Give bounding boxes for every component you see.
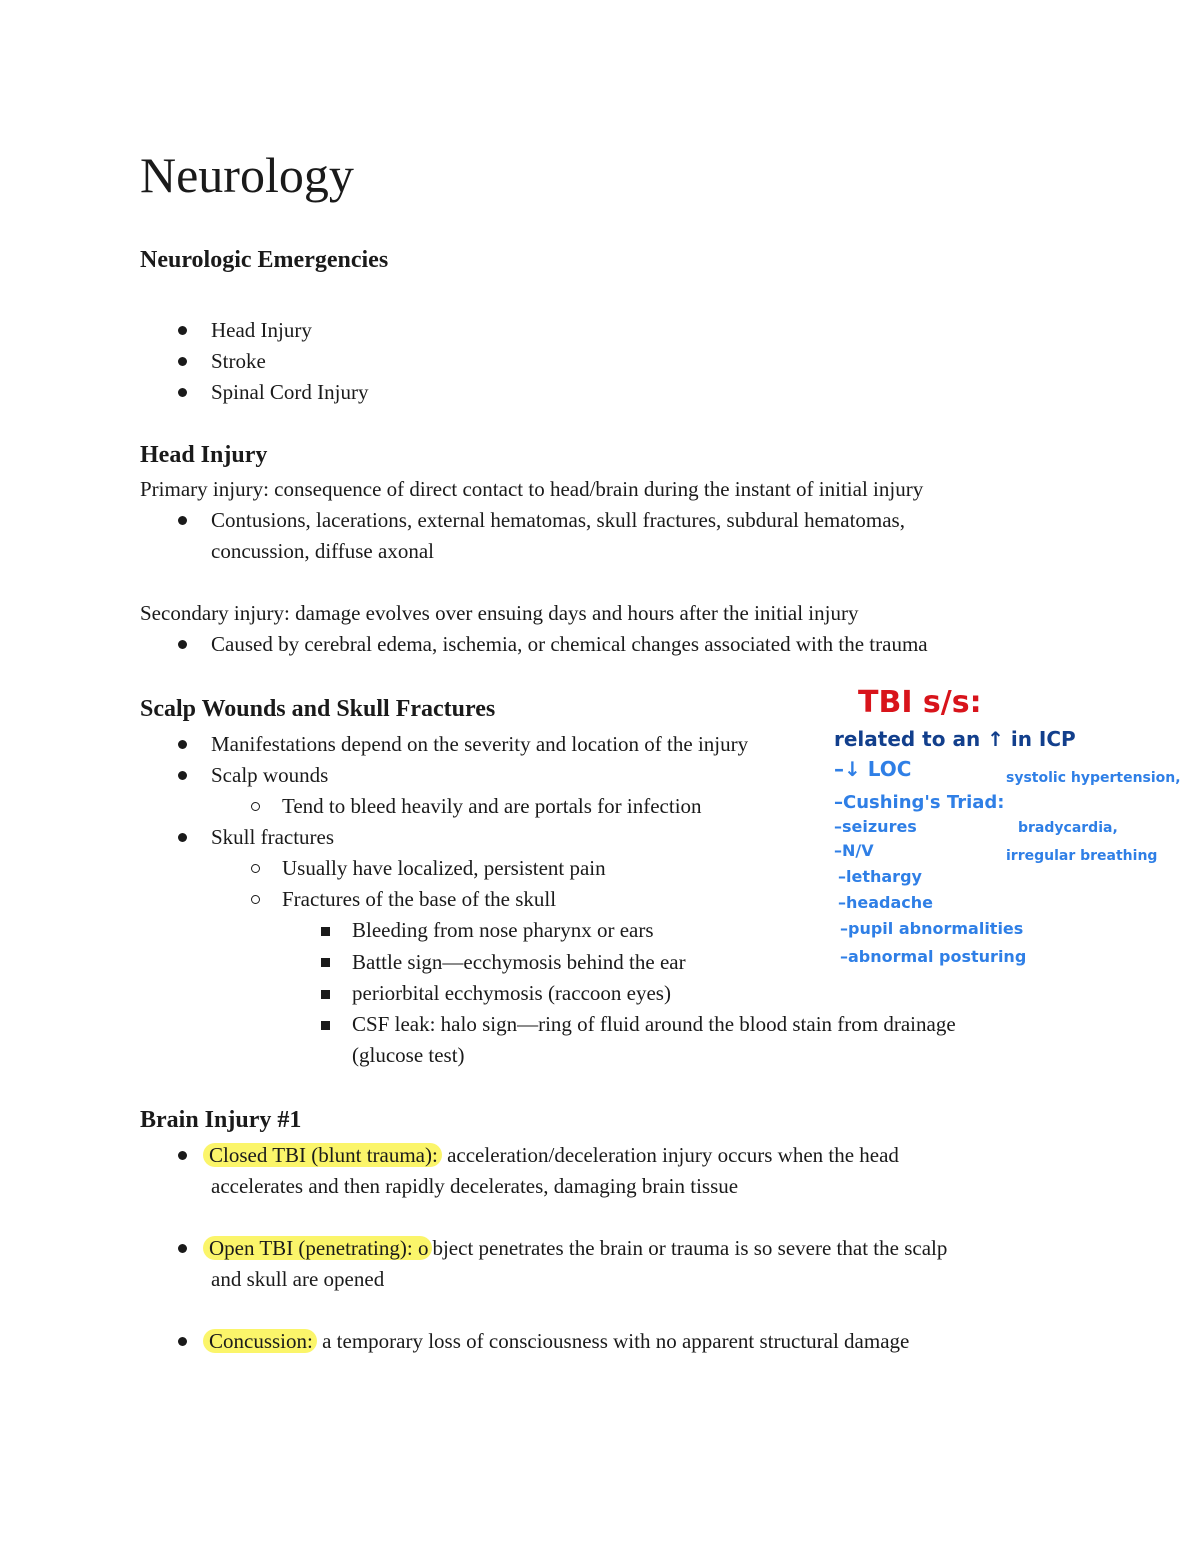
highlighted-term: Closed TBI (blunt trauma): <box>203 1143 442 1167</box>
section-heading-emergencies: Neurologic Emergencies <box>140 247 389 273</box>
bullet-icon <box>178 326 187 335</box>
sub-sub-list-item: Battle sign—ecchymosis behind the ear <box>352 950 686 974</box>
list-item-continuation: concussion, diffuse axonal <box>211 539 434 563</box>
annotation-item: –pupil abnormalities <box>840 919 1024 938</box>
sub-list-item: Usually have localized, persistent pain <box>282 856 606 880</box>
term-definition: bject penetrates the brain or trauma is so severe that the scalp <box>432 1236 948 1260</box>
highlighted-term: Open TBI (penetrating): o <box>203 1236 432 1260</box>
sub-list-item: Fractures of the base of the skull <box>282 887 557 911</box>
highlighted-term: Concussion: <box>203 1329 317 1353</box>
square-bullet-icon <box>321 927 330 936</box>
bullet-icon <box>178 1337 187 1346</box>
annotation-triad-item: irregular breathing <box>1006 848 1158 864</box>
annotation-line: related to an ↑ in ICP <box>834 727 1076 751</box>
section-heading-head-injury: Head Injury <box>140 442 268 468</box>
annotation-title: TBI s/s: <box>858 685 982 720</box>
sub-sub-list-item: Bleeding from nose pharynx or ears <box>352 918 654 942</box>
annotation-item: –seizures <box>834 817 917 836</box>
handwritten-annotation <box>820 670 1190 990</box>
bullet-icon <box>178 1244 187 1253</box>
list-item: Manifestations depend on the severity and location of the injury <box>211 732 749 756</box>
annotation-triad-item: bradycardia, <box>1018 820 1118 836</box>
bullet-icon <box>178 516 187 525</box>
section-heading-scalp: Scalp Wounds and Skull Fractures <box>140 696 496 722</box>
list-item: Caused by cerebral edema, ischemia, or chemical changes associated with the trauma <box>211 632 928 656</box>
list-item <box>211 1233 947 1263</box>
annotation-item: –N/V <box>834 841 874 860</box>
term-definition: a temporary loss of consciousness with no apparent structural damage <box>316 1329 910 1353</box>
sub-list-item: Tend to bleed heavily and are portals for infection <box>282 794 702 818</box>
page-title: Neurology <box>140 147 354 203</box>
annotation-item: –lethargy <box>838 867 922 886</box>
bullet-icon <box>178 740 187 749</box>
sub-bullet-icon <box>251 864 260 873</box>
paragraph-secondary-injury: Secondary injury: damage evolves over ensuing days and hours after the initial injury <box>140 601 859 625</box>
list-item <box>211 1140 899 1170</box>
paragraph-primary-injury: Primary injury: consequence of direct contact to head/brain during the instant of initial injury <box>140 477 924 501</box>
bullet-icon <box>178 771 187 780</box>
bullet-icon <box>178 833 187 842</box>
sub-sub-list-item-continuation: (glucose test) <box>352 1043 465 1067</box>
sub-bullet-icon <box>251 895 260 904</box>
list-item: Spinal Cord Injury <box>211 380 369 404</box>
bullet-icon <box>178 357 187 366</box>
square-bullet-icon <box>321 1021 330 1030</box>
bullet-icon <box>178 1151 187 1160</box>
section-heading-brain-injury: Brain Injury #1 <box>140 1107 302 1133</box>
bullet-icon <box>178 388 187 397</box>
annotation-triad-item: systolic hypertension, <box>1006 770 1181 786</box>
sub-bullet-icon <box>251 802 260 811</box>
list-item: Scalp wounds <box>211 763 329 787</box>
list-item: Stroke <box>211 349 266 373</box>
annotation-item: –Cushing's Triad: <box>834 792 1005 813</box>
annotation-item: –↓ LOC <box>834 757 912 781</box>
sub-sub-list-item: periorbital ecchymosis (raccoon eyes) <box>352 981 671 1005</box>
annotation-item: –abnormal posturing <box>840 947 1027 966</box>
list-item: Contusions, lacerations, external hematomas, skull fractures, subdural hematomas, <box>211 508 905 532</box>
bullet-icon <box>178 640 187 649</box>
sub-sub-list-item: CSF leak: halo sign—ring of fluid around the blood stain from drainage <box>352 1012 956 1036</box>
list-item <box>211 1326 909 1356</box>
term-definition: acceleration/deceleration injury occurs when the head <box>441 1143 899 1167</box>
annotation-item: –headache <box>838 893 934 912</box>
list-item-continuation: and skull are opened <box>211 1267 385 1291</box>
list-item-continuation: accelerates and then rapidly decelerates, damaging brain tissue <box>211 1174 739 1198</box>
list-item: Head Injury <box>211 318 312 342</box>
square-bullet-icon <box>321 958 330 967</box>
square-bullet-icon <box>321 990 330 999</box>
list-item: Skull fractures <box>211 825 335 849</box>
